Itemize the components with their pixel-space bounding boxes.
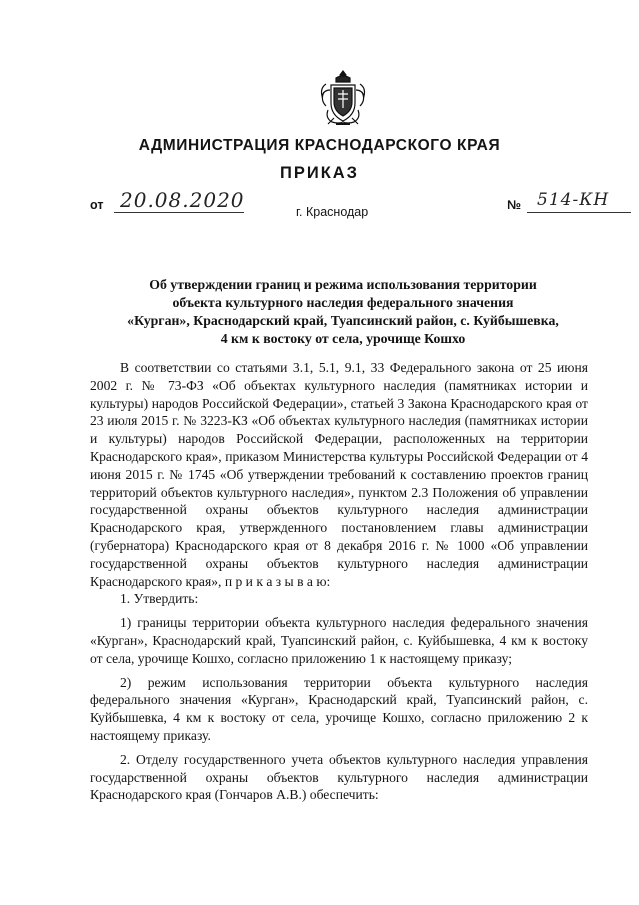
- title-line: Об утверждении границ и режима использования территории: [149, 277, 537, 292]
- title-line: «Курган», Краснодарский край, Туапсинский район, с. Куйбышевка,: [127, 313, 559, 328]
- order-body: [90, 359, 588, 804]
- item-1-1-paragraph: 1) границы территории объекта культурного наследия федерального значения «Курган», Краснодарский край, Туапсинский район, с. Куйбышевка, 4 км к востоку от села, урочище Кошхо, согласно приложению 1 к настоящему приказу;: [90, 615, 588, 666]
- number-prefix-label: №: [507, 198, 521, 212]
- date-prefix-label: от: [90, 198, 104, 212]
- order-title: [100, 276, 586, 348]
- title-line: 4 км к востоку от села, урочище Кошхо: [220, 331, 466, 346]
- coat-of-arms-emblem-icon: [316, 68, 370, 128]
- preamble-paragraph: В соответствии со статьями 3.1, 5.1, 9.1, 33 Федерального закона от 25 июня 2002 г. № 73-ФЗ «Об объектах культурного наследия (памятниках истории и культуры) народов Российской Федерации», статьей 3 Закона Краснодарского края от 23 июля 2015 г. № 3223-КЗ «Об объектах культурного наследия (памятниках истории и культуры) народов Российской Федерации, расположенных на территории Краснодарского края», приказом Министерства культуры Российской Федерации от 4 июня 2015 г. № 1745 «Об утверждении требований к составлению проектов границ территорий объектов культурного наследия», пунктом 2.3 Положения об управлении государственной охраны объектов культурного наследия администрации Краснодарского края, утвержденного постановлением главы администрации (губернатора) Краснодарского края от 8 декабря 2016 г. № 1000 «Об управлении государственной охраны объектов культурного наследия администрации Краснодарского края», п р и к а з ы в а ю:: [90, 360, 588, 589]
- item-1-heading: 1. Утвердить:: [120, 591, 199, 607]
- item-1-2-paragraph: 2) режим использования территории объекта культурного наследия федерального значения «Курган», Краснодарский край, Туапсинский район, с. Куйбышевка, 4 км к востоку от села, урочище Кошхо, согласно приложению 2 к настоящему приказу.: [90, 674, 588, 743]
- handwritten-date: 20.08.2020: [120, 188, 245, 212]
- organization-title: АДМИНИСТРАЦИЯ КРАСНОДАРСКОГО КРАЯ: [138, 137, 501, 154]
- handwritten-number: 514-КН: [537, 190, 610, 210]
- document-type: ПРИКАЗ: [279, 164, 360, 182]
- item-2-paragraph: 2. Отделу государственного учета объектов культурного наследия управления государственной охраны объектов культурного наследия администрации Краснодарского края (Гончаров А.В.) обеспечить:: [90, 751, 588, 803]
- title-line: объекта культурного наследия федерального значения: [172, 295, 514, 310]
- date-underline: [114, 212, 244, 213]
- number-underline: [527, 212, 631, 213]
- city-label: г. Краснодар: [296, 205, 369, 219]
